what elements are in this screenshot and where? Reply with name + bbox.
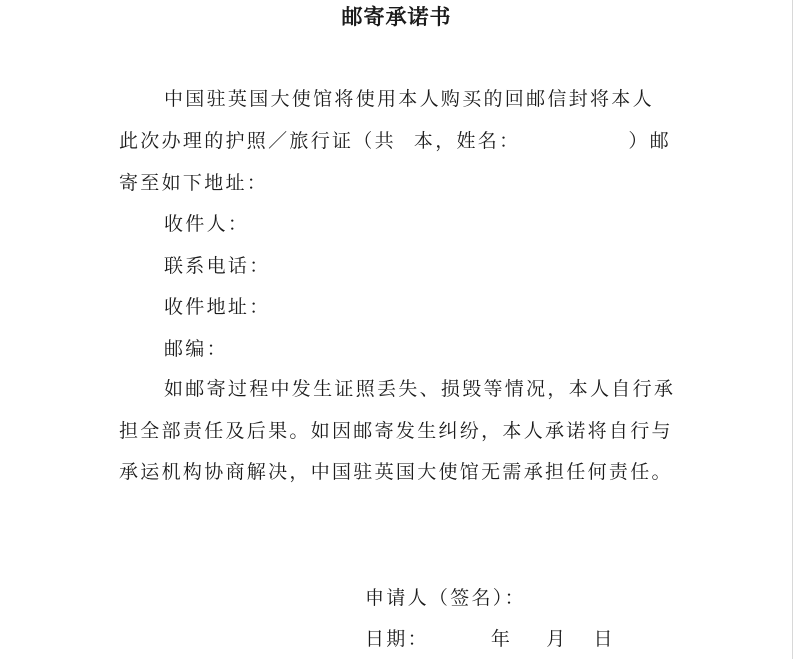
paragraph1-line2 bbox=[119, 126, 671, 156]
paragraph2-line1: 如邮寄过程中发生证照丢失、损毁等情况，本人自行承 bbox=[164, 378, 676, 400]
name-label-text: 本，姓名： bbox=[413, 130, 521, 152]
paragraph2-line3: 承运机构协商解决，中国驻英国大使馆无需承担任何责任。 bbox=[119, 461, 673, 483]
postcode-field: 邮编： bbox=[164, 338, 228, 360]
year-label: 年 bbox=[490, 628, 513, 650]
address-field: 收件地址： bbox=[164, 296, 271, 318]
date-label: 日期： bbox=[365, 628, 429, 650]
paragraph2-line2: 担全部责任及后果。如因邮寄发生纠纷，本人承诺将自行与 bbox=[119, 420, 673, 442]
day-label: 日 bbox=[593, 628, 615, 650]
passport-count-text: 此次办理的护照／旅行证（共 bbox=[119, 130, 396, 152]
closing-paren-text: ）邮 bbox=[628, 130, 672, 152]
applicant-signature: 申请人（签名）： bbox=[365, 587, 526, 609]
document-title: 邮寄承诺书 bbox=[341, 5, 452, 29]
date-line bbox=[365, 624, 615, 654]
phone-field: 联系电话： bbox=[164, 255, 271, 277]
paragraph1-line3: 寄至如下地址： bbox=[119, 172, 269, 194]
month-label: 月 bbox=[546, 628, 568, 650]
recipient-field: 收件人： bbox=[164, 213, 250, 235]
paragraph1-line1: 中国驻英国大使馆将使用本人购买的回邮信封将本人 bbox=[164, 88, 654, 110]
